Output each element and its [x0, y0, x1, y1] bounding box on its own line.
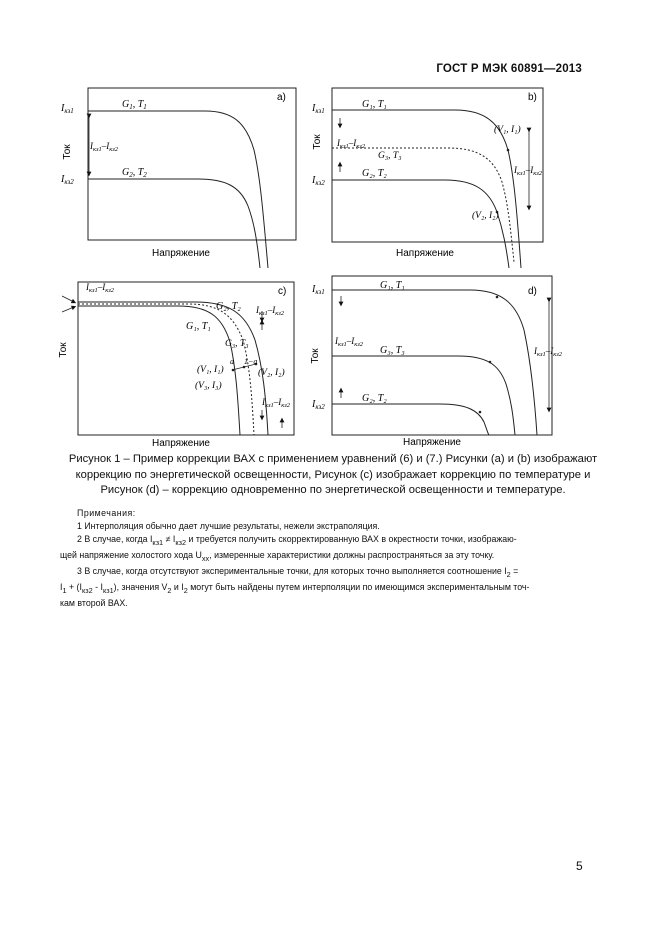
note-3: 3 В случае, когда отсутствуют экспериментальные точки, для которых точно выполняется соотношение $I_2$ =: [77, 566, 519, 580]
notes-block: [60, 507, 590, 610]
panel-d-diff-left: $I_{кз1}-I_{кз2}$: [335, 336, 363, 348]
panel-d-curve3-label: G₃, T₃: [380, 345, 405, 356]
panel-d-diff-right: $I_{кз1}-I_{кз2}$: [534, 346, 562, 358]
panel-c-curve-g3: [78, 304, 254, 435]
page-number: 5: [576, 859, 583, 873]
panel-b-diff-left: $I_{кз1}-I_{кз2}$: [337, 138, 365, 150]
panel-d-curve-g1: [332, 290, 537, 435]
panel-a-ylabel: Ток: [62, 144, 73, 160]
panel-c-curve3-label: G₃, T₃: [225, 339, 249, 349]
panel-c-diff-bottom: $I_{кз1}-I_{кз2}$: [262, 397, 290, 409]
panel-a-curve1-label: $G_1$, $T_1$: [122, 99, 147, 111]
panel-c-diff-top: $I_{кз1}-I_{кз2}$: [86, 282, 114, 294]
panel-a-xlabel: Напряжение: [152, 248, 210, 259]
panel-c-pt3-label: (V₃, I₃): [195, 381, 222, 391]
panel-a-diff-label: $I_{кз1}-I_{кз2}$: [90, 141, 118, 153]
panel-b-xlabel: Напряжение: [396, 248, 454, 259]
notes-title: Примечания:: [77, 508, 136, 518]
standard-header: ГОСТ Р МЭК 60891—2013: [436, 63, 582, 75]
note-2-cont: щей напряжение холостого хода $U_{хх}$, измеренные характеристики должны распространяться за эту точку.: [60, 550, 495, 564]
panel-d-curve1-label: G₁, T₁: [380, 280, 405, 291]
panel-c-point-1: [232, 369, 235, 372]
panel-b-pt2-label: (V₂, I₂): [472, 211, 499, 221]
panel-d-curve2-label: G₂, T₂: [362, 393, 387, 404]
panel-c-ylabel: Ток: [58, 342, 69, 358]
panel-c-point-3: [243, 366, 246, 369]
panel-b-curve1-label: G₁, T₁: [362, 99, 387, 110]
panel-c-curve1-label: G₁, T₁: [186, 321, 211, 332]
panel-d-point-2: [489, 361, 492, 364]
panel-d-isc2: $I_{кз2}$: [312, 399, 325, 411]
panel-c-curve-g2: [78, 302, 268, 435]
panel-b-pt1-label: (V₁, I₁): [494, 125, 521, 135]
panel-c-pt1-label: (V₁, I₁): [197, 365, 224, 375]
caption-line-2: коррекцию по энергетической освещенности, Рисунок (c) изображает коррекцию по температуре и: [75, 468, 591, 481]
panel-a-letter: a): [277, 92, 286, 103]
note-1: 1 Интерполяция обычно дает лучшие результаты, нежели экстраполяция.: [77, 521, 380, 532]
panel-b-point-1: [507, 149, 510, 152]
panel-a-curve2-label: $G_2$, $T_2$: [122, 167, 147, 179]
panel-b-curve-g3: [332, 148, 514, 262]
caption-line-1: Рисунок 1 – Пример коррекции ВАХ с применением уравнений (6) и (7.) Рисунки (а) и (b) изображают: [68, 453, 598, 465]
panel-b-isc1: $I_{кз1}$: [312, 103, 325, 115]
panel-b-isc2: $I_{кз2}$: [312, 175, 325, 187]
caption-line-3: Рисунок (d) – коррекцию одновременно по энергетической освещенности и температуре.: [100, 484, 566, 496]
panel-c-curve2-label: G₂, T₂: [216, 301, 241, 312]
panel-c-in-arrow-1: [62, 296, 74, 302]
panel-b: [311, 88, 543, 268]
panel-d-ylabel: Ток: [310, 348, 321, 364]
panel-c-pt2-label: (V₂, I₂): [258, 368, 285, 378]
panel-c-in-arrow-2: [62, 307, 74, 312]
panel-a: [60, 88, 296, 268]
panel-a-isc1: $I_{кз1}$: [61, 103, 74, 115]
panel-d-curve-g2: [332, 404, 489, 435]
panel-d-curve-g3: [332, 356, 515, 435]
panel-c-diff-right: $I_{кз1}-I_{кз2}$: [256, 305, 284, 317]
panel-d-point-3: [479, 411, 482, 414]
note-2: 2 В случае, когда $I_{кз1} \ne I_{кз2}$ и требуется получить скорректированную ВАХ в окрестности точки, изображаю-: [77, 534, 517, 548]
panel-c-letter: c): [278, 286, 287, 297]
note-3-cont: $I_1 + (I_{кз2} - I_{кз1})$, значения $V_2$ и $I_2$ могут быть найдены путем интерполяции по имеющимся экспериментальным точ-: [60, 582, 530, 596]
panel-d-letter: d): [528, 286, 537, 297]
panel-d-point-1: [496, 296, 499, 299]
figure-caption: [46, 452, 620, 499]
panel-b-curve2-label: G₂, T₂: [362, 168, 387, 179]
panel-a-isc2: $I_{кз2}$: [61, 174, 74, 186]
panel-c-1ma-label: 1−a: [244, 357, 258, 366]
note-3-end: кам второй ВАХ.: [60, 598, 128, 609]
panel-b-curve-g1: [332, 110, 521, 268]
panel-d-isc1: $I_{кз1}$: [312, 284, 325, 296]
panel-b-curve3-label: G₃, T₃: [378, 151, 402, 161]
panel-b-diff-right: $I_{кз1}-I_{кз2}$: [514, 165, 542, 177]
panel-b-ylabel: Ток: [312, 134, 323, 150]
panel-d: [310, 276, 563, 448]
panel-c-a-label: a: [230, 357, 234, 366]
panel-c-xlabel: Напряжение: [152, 438, 210, 449]
panel-d-xlabel: Напряжение: [403, 437, 461, 448]
panel-a-curve-g1: [88, 111, 268, 268]
panel-b-letter: b): [528, 92, 537, 103]
panel-c: [58, 282, 294, 449]
